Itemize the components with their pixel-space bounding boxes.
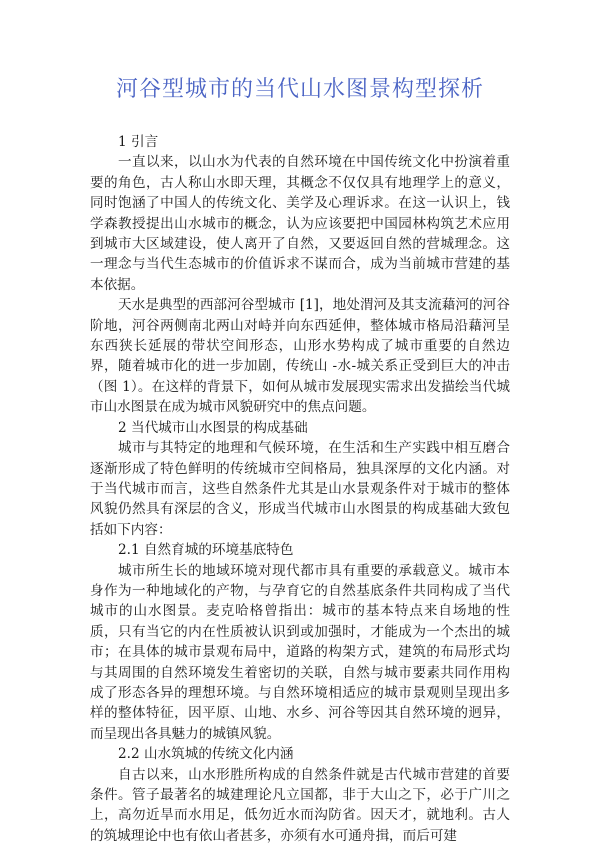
- paragraph: 城市所生长的地域环境对现代都市具有重要的承载意义。城市本身作为一种地域化的产物，与孕育它的自然基底条件共同构成了当代城市的山水图景。麦克哈格曾指出：城市的基本特点来自场地的性质，只有当它的内在性质被认识到或加强时，才能成为一个杰出的城市；在具体的城市景观布局中，道路的构架方式，建筑的布局形式均与其周围的自然环境发生着密切的关联，自然与城市要素共同作用构成了形态各异的理想环境。与自然环境相适应的城市景观则呈现出多样的整体特征，因平原、山地、水乡、河谷等因其自然环境的迥异，而呈现出各具魅力的城镇风貌。: [90, 562, 510, 742]
- paragraph: 天水是典型的西部河谷型城市 [1]，地处渭河及其支流藉河的河谷阶地，河谷两侧南北两山对峙并向东西延伸，整体城市格局沿藉河呈东西狭长延展的带状空间形态，山形水势构成了城市重要的自然边界，随着城市化的进一步加剧，传统山 -水-城关系正受到巨大的冲击（图 1）。在这样的背景下，如何从城市发展现实需求出发描绘当代城市山水图景在成为城市风貌研究中的焦点问题。: [90, 297, 510, 416]
- paragraph: 自古以来，山水形胜所构成的自然条件就是古代城市营建的首要条件。管子最著名的城建理论凡立国都，非于大山之下，必于广川之上，高勿近旱而水用足，低勿近水而沟防省。因天才，就地利。古人的筑城理论中也有依山者甚多，亦须有水可通舟揖，而后可建: [90, 766, 510, 844]
- paper-body: [90, 132, 510, 846]
- paragraph: 一直以来，以山水为代表的自然环境在中国传统文化中扮演着重要的角色，古人称山水即天理，其概念不仅仅具有地理学上的意义，同时饱涵了中国人的传统文化、美学及心理诉求。在这一认识上，钱学森教授提出山水城市的概念，认为应该要把中国园林构筑艺术应用到城市大区域建设，使人离开了自然，又要返回自然的营城理念。这一理念与当代生态城市的价值诉求不谋而合，成为当前城市营建的基本依据。: [90, 154, 510, 293]
- paragraph: 城市与其特定的地理和气候环境，在生活和生产实践中相互磨合逐渐形成了特色鲜明的传统城市空间格局，独具深厚的文化内涵。对于当代城市而言，这些自然条件尤其是山水景观条件对于城市的整体风貌仍然具有深层的含义，形成当代城市山水图景的构成基础大致包括如下内容：: [90, 440, 510, 538]
- section-heading-2-1: 2.1 自然育城的环境基底特色: [118, 542, 294, 559]
- paper-title: 河谷型城市的当代山水图景构型探析: [115, 77, 484, 102]
- section-heading-introduction: 1 引言: [118, 134, 159, 150]
- section-heading-2-2: 2.2 山水筑城的传统文化内涵: [118, 746, 294, 763]
- section-heading-2: 2 当代城市山水图景的构成基础: [118, 419, 308, 436]
